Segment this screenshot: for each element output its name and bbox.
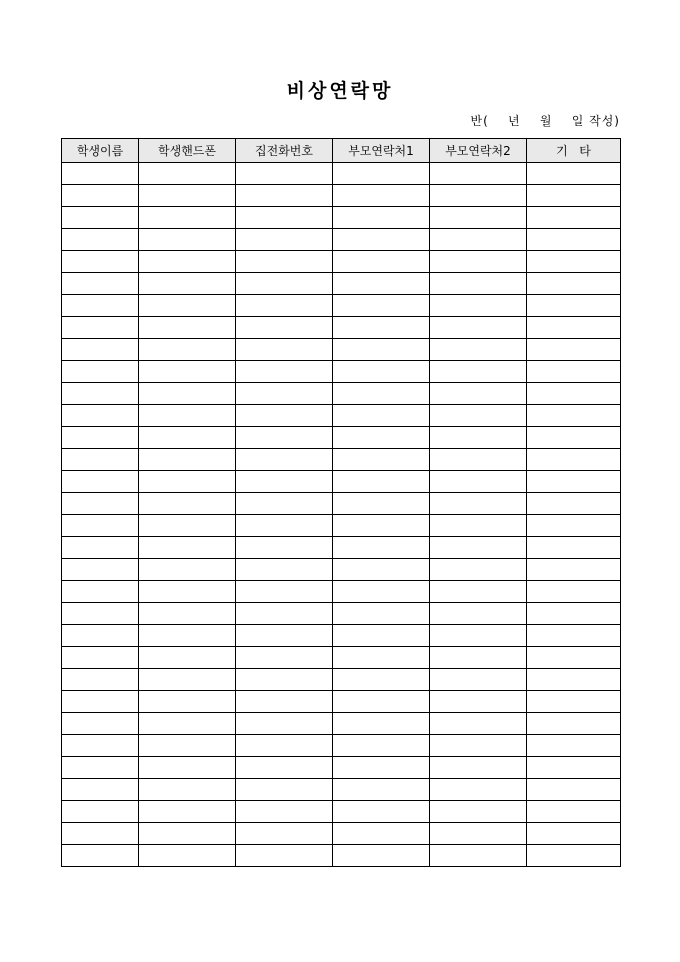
table-row bbox=[62, 251, 621, 273]
table-cell bbox=[139, 845, 236, 867]
table-cell bbox=[236, 185, 333, 207]
table-row bbox=[62, 823, 621, 845]
table-cell bbox=[430, 625, 527, 647]
table-cell bbox=[430, 559, 527, 581]
table-cell bbox=[236, 405, 333, 427]
table-cell bbox=[62, 735, 139, 757]
table-cell bbox=[527, 691, 621, 713]
table-cell bbox=[333, 647, 430, 669]
table-cell bbox=[62, 691, 139, 713]
table-cell bbox=[139, 317, 236, 339]
table-cell bbox=[236, 339, 333, 361]
table-cell bbox=[62, 515, 139, 537]
table-cell bbox=[430, 185, 527, 207]
table-row bbox=[62, 625, 621, 647]
table-cell bbox=[333, 185, 430, 207]
table-cell bbox=[527, 427, 621, 449]
header-etc: 기 타 bbox=[527, 139, 621, 163]
table-cell bbox=[430, 339, 527, 361]
table-cell bbox=[236, 691, 333, 713]
table-cell bbox=[139, 779, 236, 801]
table-cell bbox=[236, 559, 333, 581]
table-cell bbox=[236, 207, 333, 229]
table-row bbox=[62, 713, 621, 735]
table-cell bbox=[333, 801, 430, 823]
table-cell bbox=[62, 669, 139, 691]
table-cell bbox=[333, 471, 430, 493]
table-cell bbox=[430, 691, 527, 713]
table-row bbox=[62, 845, 621, 867]
table-row bbox=[62, 537, 621, 559]
table-cell bbox=[236, 801, 333, 823]
table-cell bbox=[139, 559, 236, 581]
table-cell bbox=[430, 845, 527, 867]
table-cell bbox=[430, 713, 527, 735]
table-cell bbox=[430, 647, 527, 669]
table-cell bbox=[139, 757, 236, 779]
table-cell bbox=[527, 295, 621, 317]
table-cell bbox=[236, 757, 333, 779]
table-cell bbox=[62, 427, 139, 449]
table-cell bbox=[333, 691, 430, 713]
table-cell bbox=[139, 361, 236, 383]
table-row bbox=[62, 163, 621, 185]
table-row bbox=[62, 735, 621, 757]
table-cell bbox=[333, 845, 430, 867]
table-cell bbox=[62, 339, 139, 361]
table-cell bbox=[62, 273, 139, 295]
table-cell bbox=[236, 449, 333, 471]
table-cell bbox=[333, 581, 430, 603]
table-cell bbox=[139, 251, 236, 273]
table-cell bbox=[139, 823, 236, 845]
table-cell bbox=[430, 669, 527, 691]
table-cell bbox=[236, 515, 333, 537]
table-cell bbox=[139, 405, 236, 427]
table-cell bbox=[139, 295, 236, 317]
table-cell bbox=[527, 317, 621, 339]
table-cell bbox=[236, 163, 333, 185]
table-cell bbox=[430, 361, 527, 383]
table-row bbox=[62, 471, 621, 493]
table-cell bbox=[236, 779, 333, 801]
table-cell bbox=[527, 603, 621, 625]
table-cell bbox=[527, 537, 621, 559]
table-body bbox=[62, 163, 621, 867]
table-cell bbox=[236, 581, 333, 603]
table-cell bbox=[430, 207, 527, 229]
table-cell bbox=[62, 229, 139, 251]
table-cell bbox=[139, 493, 236, 515]
table-cell bbox=[62, 493, 139, 515]
table-cell bbox=[527, 713, 621, 735]
table-cell bbox=[333, 559, 430, 581]
table-cell bbox=[62, 383, 139, 405]
table-cell bbox=[527, 383, 621, 405]
table-cell bbox=[236, 383, 333, 405]
table-cell bbox=[333, 515, 430, 537]
table-cell bbox=[139, 691, 236, 713]
table-cell bbox=[333, 361, 430, 383]
header-student-name: 학생이름 bbox=[62, 139, 139, 163]
table-row bbox=[62, 229, 621, 251]
table-cell bbox=[62, 449, 139, 471]
table-cell bbox=[62, 647, 139, 669]
table-row bbox=[62, 185, 621, 207]
class-date-line: 반( 년 월 일 작성) bbox=[470, 114, 620, 128]
table-cell bbox=[527, 625, 621, 647]
table-cell bbox=[236, 427, 333, 449]
table-cell bbox=[333, 273, 430, 295]
table-cell bbox=[527, 251, 621, 273]
table-cell bbox=[527, 339, 621, 361]
document-title: 비상연락망 bbox=[286, 80, 394, 102]
table-cell bbox=[236, 625, 333, 647]
table-cell bbox=[333, 295, 430, 317]
table-row bbox=[62, 559, 621, 581]
table-cell bbox=[430, 493, 527, 515]
table-cell bbox=[139, 669, 236, 691]
table-cell bbox=[527, 735, 621, 757]
table-cell bbox=[430, 823, 527, 845]
table-cell bbox=[527, 823, 621, 845]
table-cell bbox=[333, 251, 430, 273]
table-cell bbox=[527, 361, 621, 383]
table-cell bbox=[236, 295, 333, 317]
table-cell bbox=[430, 537, 527, 559]
table-cell bbox=[62, 559, 139, 581]
table-cell bbox=[527, 647, 621, 669]
table-row bbox=[62, 207, 621, 229]
table-cell bbox=[527, 493, 621, 515]
table-row bbox=[62, 449, 621, 471]
table-cell bbox=[430, 273, 527, 295]
table-row bbox=[62, 603, 621, 625]
table-cell bbox=[62, 537, 139, 559]
table-cell bbox=[430, 427, 527, 449]
table-cell bbox=[62, 361, 139, 383]
table-cell bbox=[430, 449, 527, 471]
table-cell bbox=[236, 669, 333, 691]
table-row bbox=[62, 779, 621, 801]
table-cell bbox=[333, 493, 430, 515]
table-cell bbox=[139, 163, 236, 185]
table-cell bbox=[527, 801, 621, 823]
table-cell bbox=[62, 207, 139, 229]
table-cell bbox=[333, 669, 430, 691]
table-cell bbox=[430, 581, 527, 603]
table-cell bbox=[333, 229, 430, 251]
table-cell bbox=[236, 273, 333, 295]
table-cell bbox=[527, 471, 621, 493]
table-cell bbox=[333, 779, 430, 801]
table-cell bbox=[430, 515, 527, 537]
table-cell bbox=[527, 229, 621, 251]
table-row bbox=[62, 493, 621, 515]
header-parent-contact-1: 부모연락처1 bbox=[333, 139, 430, 163]
table-cell bbox=[62, 845, 139, 867]
table-cell bbox=[139, 229, 236, 251]
table-cell bbox=[62, 581, 139, 603]
table-cell bbox=[139, 801, 236, 823]
table-cell bbox=[527, 449, 621, 471]
table-cell bbox=[430, 735, 527, 757]
table-row bbox=[62, 581, 621, 603]
table-cell bbox=[139, 625, 236, 647]
table-cell bbox=[430, 603, 527, 625]
table-row bbox=[62, 361, 621, 383]
table-cell bbox=[139, 713, 236, 735]
table-cell bbox=[139, 273, 236, 295]
table-row bbox=[62, 339, 621, 361]
header-home-phone: 집전화번호 bbox=[236, 139, 333, 163]
header-parent-contact-2: 부모연락처2 bbox=[430, 139, 527, 163]
table-cell bbox=[430, 757, 527, 779]
contact-table bbox=[61, 138, 621, 867]
table-cell bbox=[333, 757, 430, 779]
table-cell bbox=[62, 317, 139, 339]
table-cell bbox=[333, 603, 430, 625]
table-cell bbox=[430, 229, 527, 251]
table-cell bbox=[139, 339, 236, 361]
table-cell bbox=[527, 515, 621, 537]
table-cell bbox=[527, 559, 621, 581]
table-cell bbox=[236, 603, 333, 625]
table-cell bbox=[333, 537, 430, 559]
table-cell bbox=[430, 251, 527, 273]
table-cell bbox=[333, 449, 430, 471]
table-cell bbox=[139, 647, 236, 669]
table-cell bbox=[333, 735, 430, 757]
table-cell bbox=[430, 163, 527, 185]
table-cell bbox=[333, 207, 430, 229]
table-row bbox=[62, 691, 621, 713]
table-cell bbox=[333, 427, 430, 449]
table-row bbox=[62, 383, 621, 405]
table-cell bbox=[236, 647, 333, 669]
table-cell bbox=[62, 713, 139, 735]
table-cell bbox=[139, 185, 236, 207]
table-cell bbox=[139, 537, 236, 559]
table-cell bbox=[527, 669, 621, 691]
table-cell bbox=[333, 339, 430, 361]
table-cell bbox=[236, 823, 333, 845]
table-cell bbox=[333, 823, 430, 845]
table-cell bbox=[139, 427, 236, 449]
table-cell bbox=[139, 471, 236, 493]
table-cell bbox=[139, 581, 236, 603]
table-cell bbox=[62, 757, 139, 779]
table-row bbox=[62, 515, 621, 537]
table-cell bbox=[527, 779, 621, 801]
table-cell bbox=[62, 625, 139, 647]
table-cell bbox=[236, 537, 333, 559]
table-row bbox=[62, 317, 621, 339]
table-cell bbox=[236, 361, 333, 383]
table-cell bbox=[139, 735, 236, 757]
table-row bbox=[62, 757, 621, 779]
table-cell bbox=[430, 405, 527, 427]
table-cell bbox=[62, 823, 139, 845]
table-row bbox=[62, 427, 621, 449]
table-cell bbox=[430, 317, 527, 339]
table-row bbox=[62, 405, 621, 427]
table-cell bbox=[139, 449, 236, 471]
table-cell bbox=[527, 581, 621, 603]
table-cell bbox=[527, 207, 621, 229]
table-header-row bbox=[62, 139, 621, 163]
table-cell bbox=[139, 383, 236, 405]
table-cell bbox=[527, 405, 621, 427]
table-row bbox=[62, 801, 621, 823]
table-cell bbox=[139, 207, 236, 229]
table-cell bbox=[333, 405, 430, 427]
table-cell bbox=[333, 383, 430, 405]
table-cell bbox=[236, 317, 333, 339]
table-cell bbox=[139, 603, 236, 625]
table-cell bbox=[236, 471, 333, 493]
table-cell bbox=[527, 273, 621, 295]
header-student-phone: 학생핸드폰 bbox=[139, 139, 236, 163]
table-cell bbox=[333, 713, 430, 735]
table-cell bbox=[236, 845, 333, 867]
table-cell bbox=[139, 515, 236, 537]
table-cell bbox=[236, 229, 333, 251]
table-row bbox=[62, 295, 621, 317]
table-cell bbox=[236, 713, 333, 735]
table-cell bbox=[62, 295, 139, 317]
table-cell bbox=[62, 603, 139, 625]
table-cell bbox=[527, 185, 621, 207]
table-cell bbox=[527, 163, 621, 185]
table-cell bbox=[62, 251, 139, 273]
table-cell bbox=[62, 405, 139, 427]
table-cell bbox=[236, 735, 333, 757]
table-cell bbox=[333, 317, 430, 339]
table-cell bbox=[527, 757, 621, 779]
table-cell bbox=[62, 471, 139, 493]
table-cell bbox=[236, 251, 333, 273]
table-cell bbox=[62, 779, 139, 801]
table-cell bbox=[430, 779, 527, 801]
table-cell bbox=[236, 493, 333, 515]
table-cell bbox=[62, 185, 139, 207]
table-cell bbox=[333, 163, 430, 185]
table-cell bbox=[62, 801, 139, 823]
table-cell bbox=[430, 801, 527, 823]
table-cell bbox=[527, 845, 621, 867]
table-row bbox=[62, 647, 621, 669]
table-row bbox=[62, 273, 621, 295]
table-cell bbox=[62, 163, 139, 185]
table-row bbox=[62, 669, 621, 691]
table-cell bbox=[430, 383, 527, 405]
table-cell bbox=[333, 625, 430, 647]
table-cell bbox=[430, 295, 527, 317]
table-cell bbox=[430, 471, 527, 493]
